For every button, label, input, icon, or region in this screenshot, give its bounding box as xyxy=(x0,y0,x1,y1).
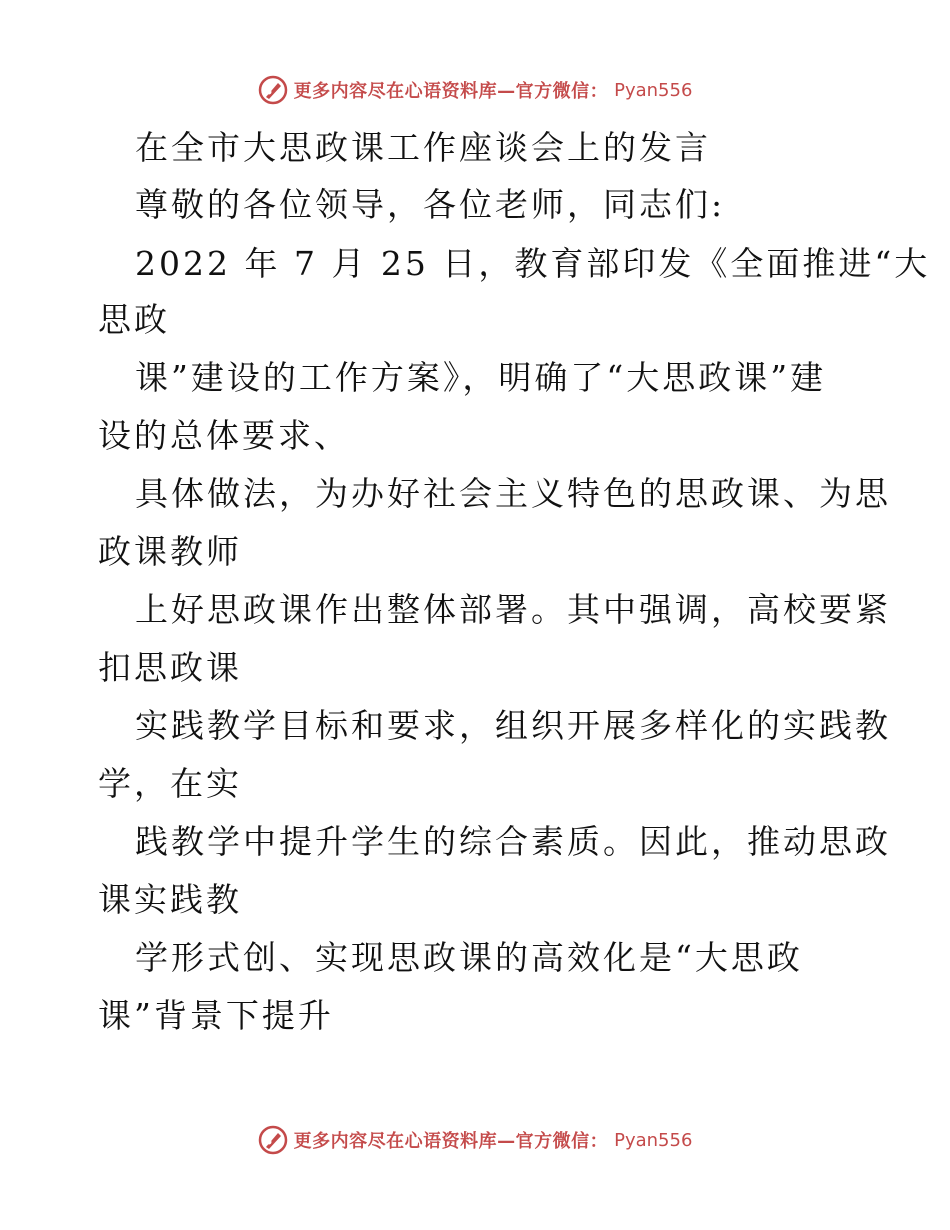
paragraph-line: 2022 年 7 月 25 日，教育部印发《全面推进“大 xyxy=(135,244,931,283)
document-title: 在全市大思政课工作座谈会上的发言 xyxy=(135,128,711,167)
paragraph-line: 践教学中提升学生的综合素质。因此，推动思政 xyxy=(135,822,891,861)
salutation: 尊敬的各位领导，各位老师，同志们: xyxy=(135,185,726,224)
paragraph-line: 具体做法，为办好社会主义特色的思政课、为思 xyxy=(135,474,891,513)
watermark-text: 更多内容尽在心语资料库—官方微信： xyxy=(293,81,609,102)
paragraph-line: 设的总体要求、 xyxy=(98,416,350,455)
paragraph-line: 扣思政课 xyxy=(98,648,242,687)
paragraph-line: 课”背景下提升 xyxy=(98,996,334,1035)
paragraph-line: 学形式创、实现思政课的高效化是“大思政 xyxy=(135,938,803,977)
paragraph-line: 学，在实 xyxy=(98,764,242,803)
watermark-account: Pyan556 xyxy=(614,79,693,101)
paragraph-line: 上好思政课作出整体部署。其中强调，高校要紧 xyxy=(135,590,891,629)
paragraph-line: 课”建设的工作方案》，明确了“大思政课”建 xyxy=(135,358,827,397)
paragraph-line: 政课教师 xyxy=(98,532,242,571)
watermark-text: 更多内容尽在心语资料库—官方微信： xyxy=(293,1131,609,1152)
paragraph-line: 思政 xyxy=(98,300,170,339)
paragraph-line: 实践教学目标和要求，组织开展多样化的实践教 xyxy=(135,706,891,745)
paragraph-line: 课实践教 xyxy=(98,880,242,919)
footer-watermark xyxy=(0,1120,950,1160)
quill-logo-icon xyxy=(258,1125,288,1155)
watermark-account: Pyan556 xyxy=(614,1129,693,1151)
